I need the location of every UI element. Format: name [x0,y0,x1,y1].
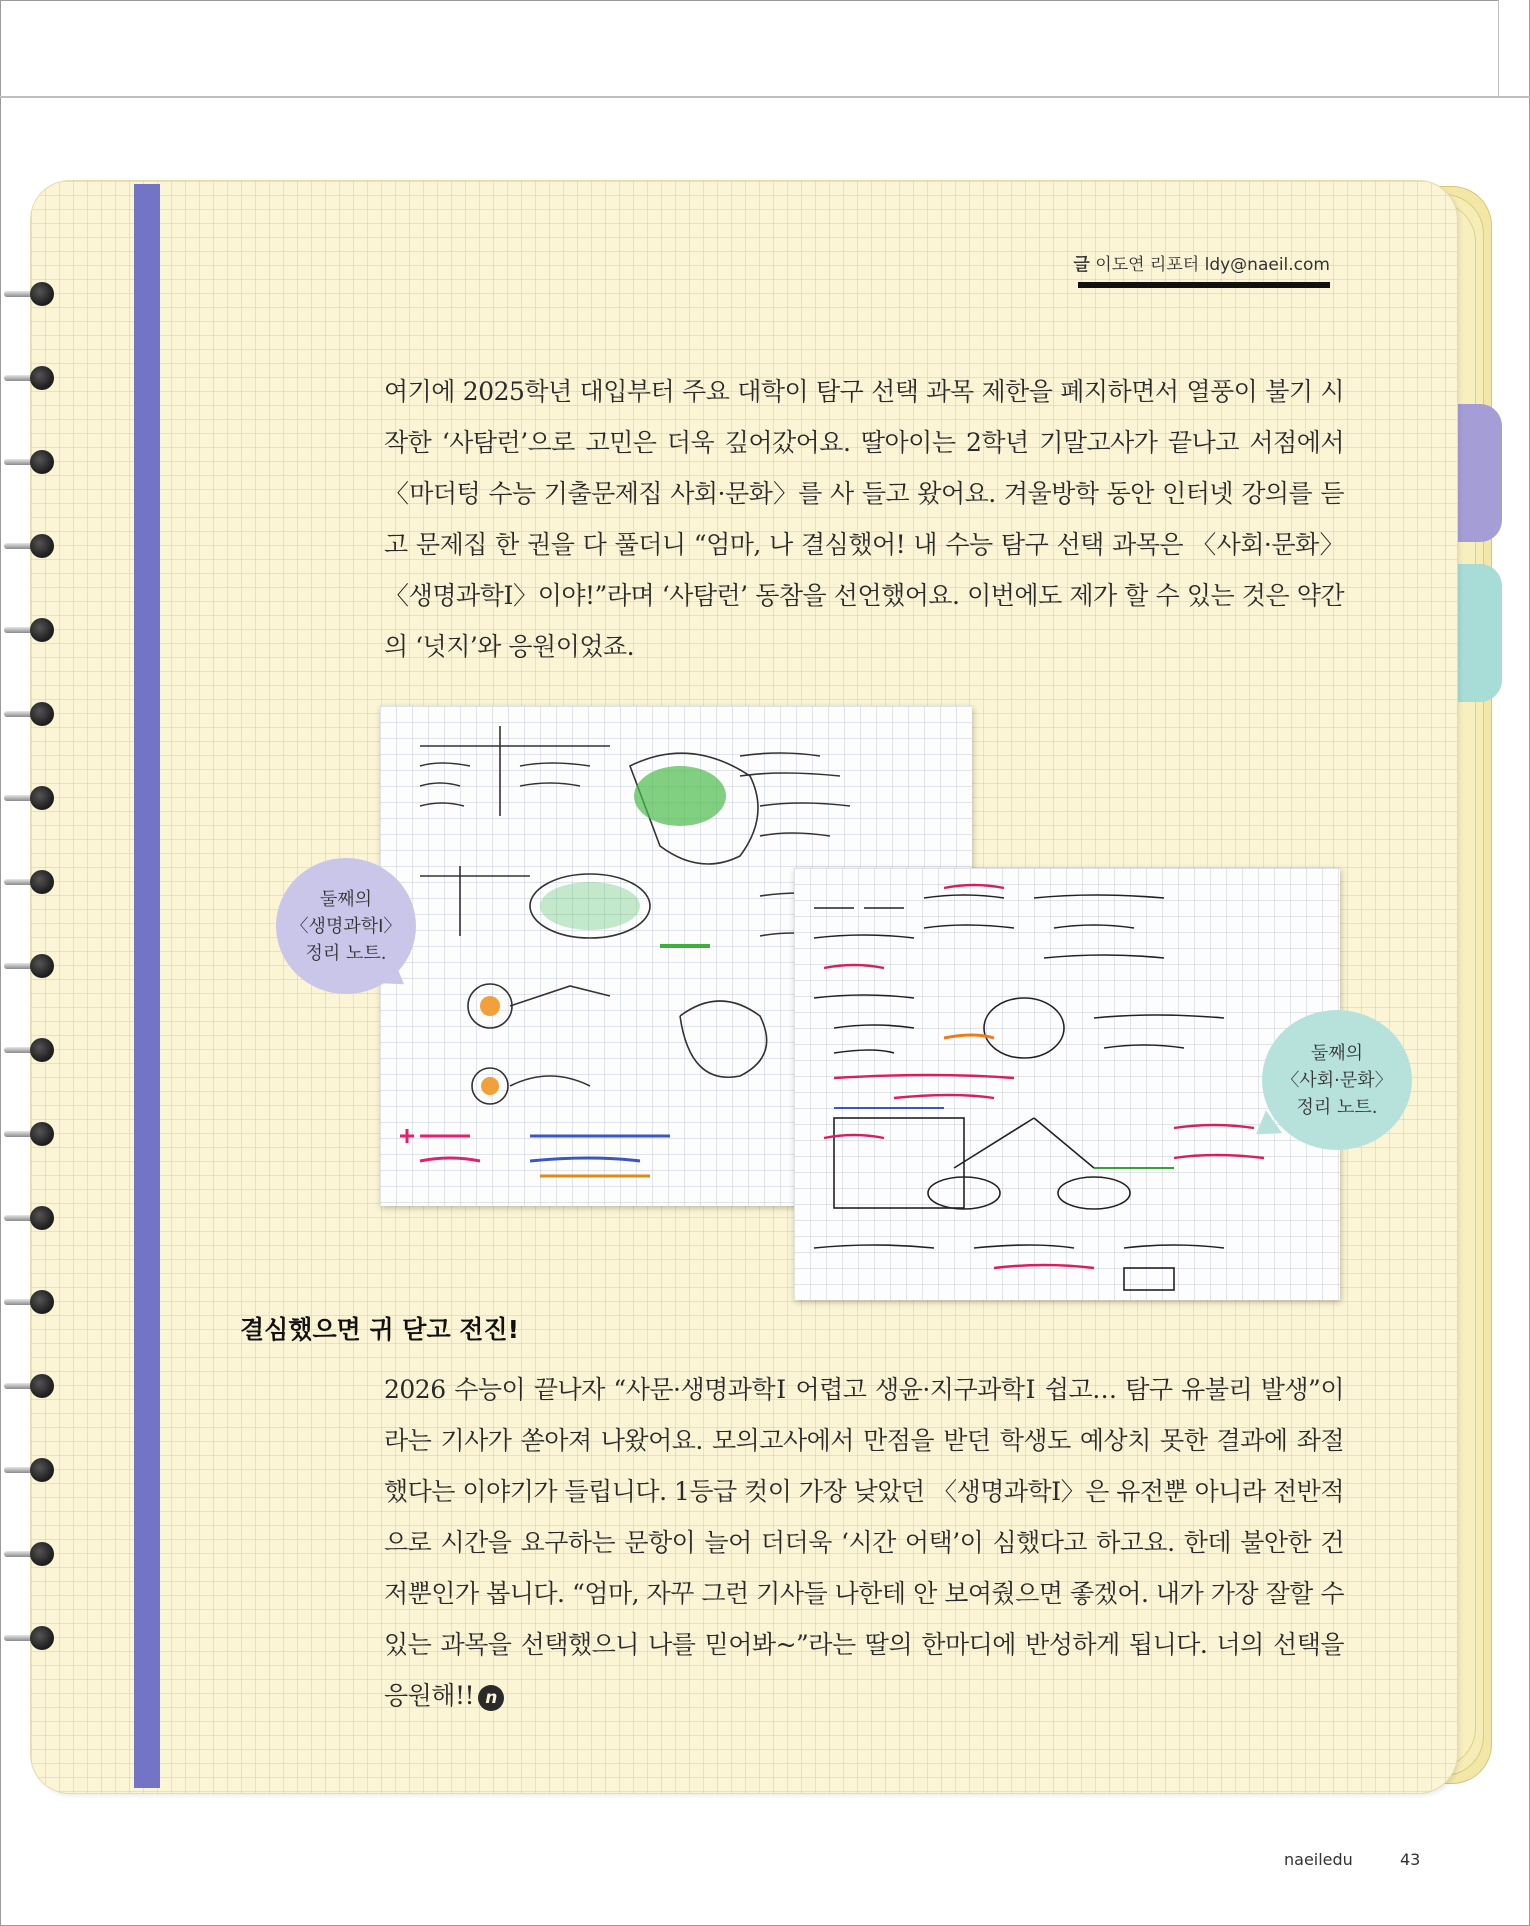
footer-brand: naeiledu [1284,1850,1353,1869]
spiral-ring-icon [4,1542,56,1566]
spiral-ring-icon [4,954,56,978]
top-notch [1498,0,1529,96]
spiral-ring-icon [4,1374,56,1398]
caption-line: 〈생명과학Ⅰ〉 [290,915,402,937]
spiral-ring-icon [4,1206,56,1230]
spiral-ring-icon [4,534,56,558]
paragraph-conclusion-text: 2026 수능이 끝나자 “사문·생명과학Ⅰ 어렵고 생윤·지구과학Ⅰ 쉽고… 탐구 유불리 발생”이라는 기사가 쏟아져 나왔어요. 모의고사에서 만점을 받던 학생도 예상치 못한 결과에 좌절했다는 이야기가 들립니다. 1등급 컷이 가장 낮았던 〈생명과학Ⅰ〉은 유전뿐 아니라 전반적으로 시간을 요구하는 문항이 늘어 더더욱 ‘시간 어택’이 심했다고 하고요. 한데 불안한 건 저뿐인가 봅니다. “엄마, 자꾸 그런 기사들 나한테 안 보여줬으면 좋겠어. 내가 가장 잘할 수 있는 과목을 선택했으니 나를 믿어봐~”라는 딸의 한마디에 반성하게 됩니다. 너의 선택을 응원해!! [384,1375,1344,1710]
byline-prefix: 글 [1073,255,1090,275]
end-mark-icon: n [478,1685,504,1711]
section-subheading: 결심했으면 귀 닫고 전진! [240,1315,520,1344]
spiral-ring-icon [4,1038,56,1062]
society-note-photo [794,868,1340,1300]
spiral-ring-icon [4,870,56,894]
caption-line: 둘째의 [319,888,373,910]
spiral-ring-icon [4,702,56,726]
spiral-ring-icon [4,1122,56,1146]
caption-bubble-soc [1262,1010,1412,1150]
spiral-ring-icon [4,618,56,642]
byline-text: 이도연 리포터 ldy@naeil.com [1095,255,1330,275]
caption-line: 〈사회·문화〉 [1281,1069,1393,1091]
paragraph-intro: 여기에 2025학년 대입부터 주요 대학이 탐구 선택 과목 제한을 폐지하면서 열풍이 불기 시작한 ‘사탐런’으로 고민은 더욱 깊어갔어요. 딸아이는 2학년 기말고사가 끝나고 서점에서 〈마더텅 수능 기출문제집 사회·문화〉를 사 들고 왔어요. 겨울방학 동안 인터넷 강의를 듣고 문제집 한 권을 다 풀더니 “엄마, 나 결심했어! 내 수능 탐구 선택 과목은 〈사회·문화〉〈생명과학Ⅰ〉이야!”라며 ‘사탐런’ 동참을 선언했어요. 이번에도 제가 할 수 있는 것은 약간의 ‘넛지’와 응원이었죠. [384,377,1344,661]
caption-line: 정리 노트. [305,942,387,964]
spiral-ring-icon [4,366,56,390]
spiral-ring-icon [4,1458,56,1482]
spiral-ring-icon [4,450,56,474]
caption-line: 정리 노트. [1296,1096,1378,1118]
top-rule [0,96,1530,98]
spiral-ring-icon [4,282,56,306]
spiral-ring-icon [4,1290,56,1314]
page-number: 43 [1400,1850,1421,1869]
notebook-spine [134,184,160,1788]
byline-rule [1078,282,1330,288]
society-note-sketch [794,868,1340,1300]
spiral-ring-icon [4,1626,56,1650]
byline [1000,250,1330,275]
caption-line: 둘째의 [1310,1042,1364,1064]
spiral-ring-icon [4,786,56,810]
paragraph-conclusion [384,1364,1344,1721]
